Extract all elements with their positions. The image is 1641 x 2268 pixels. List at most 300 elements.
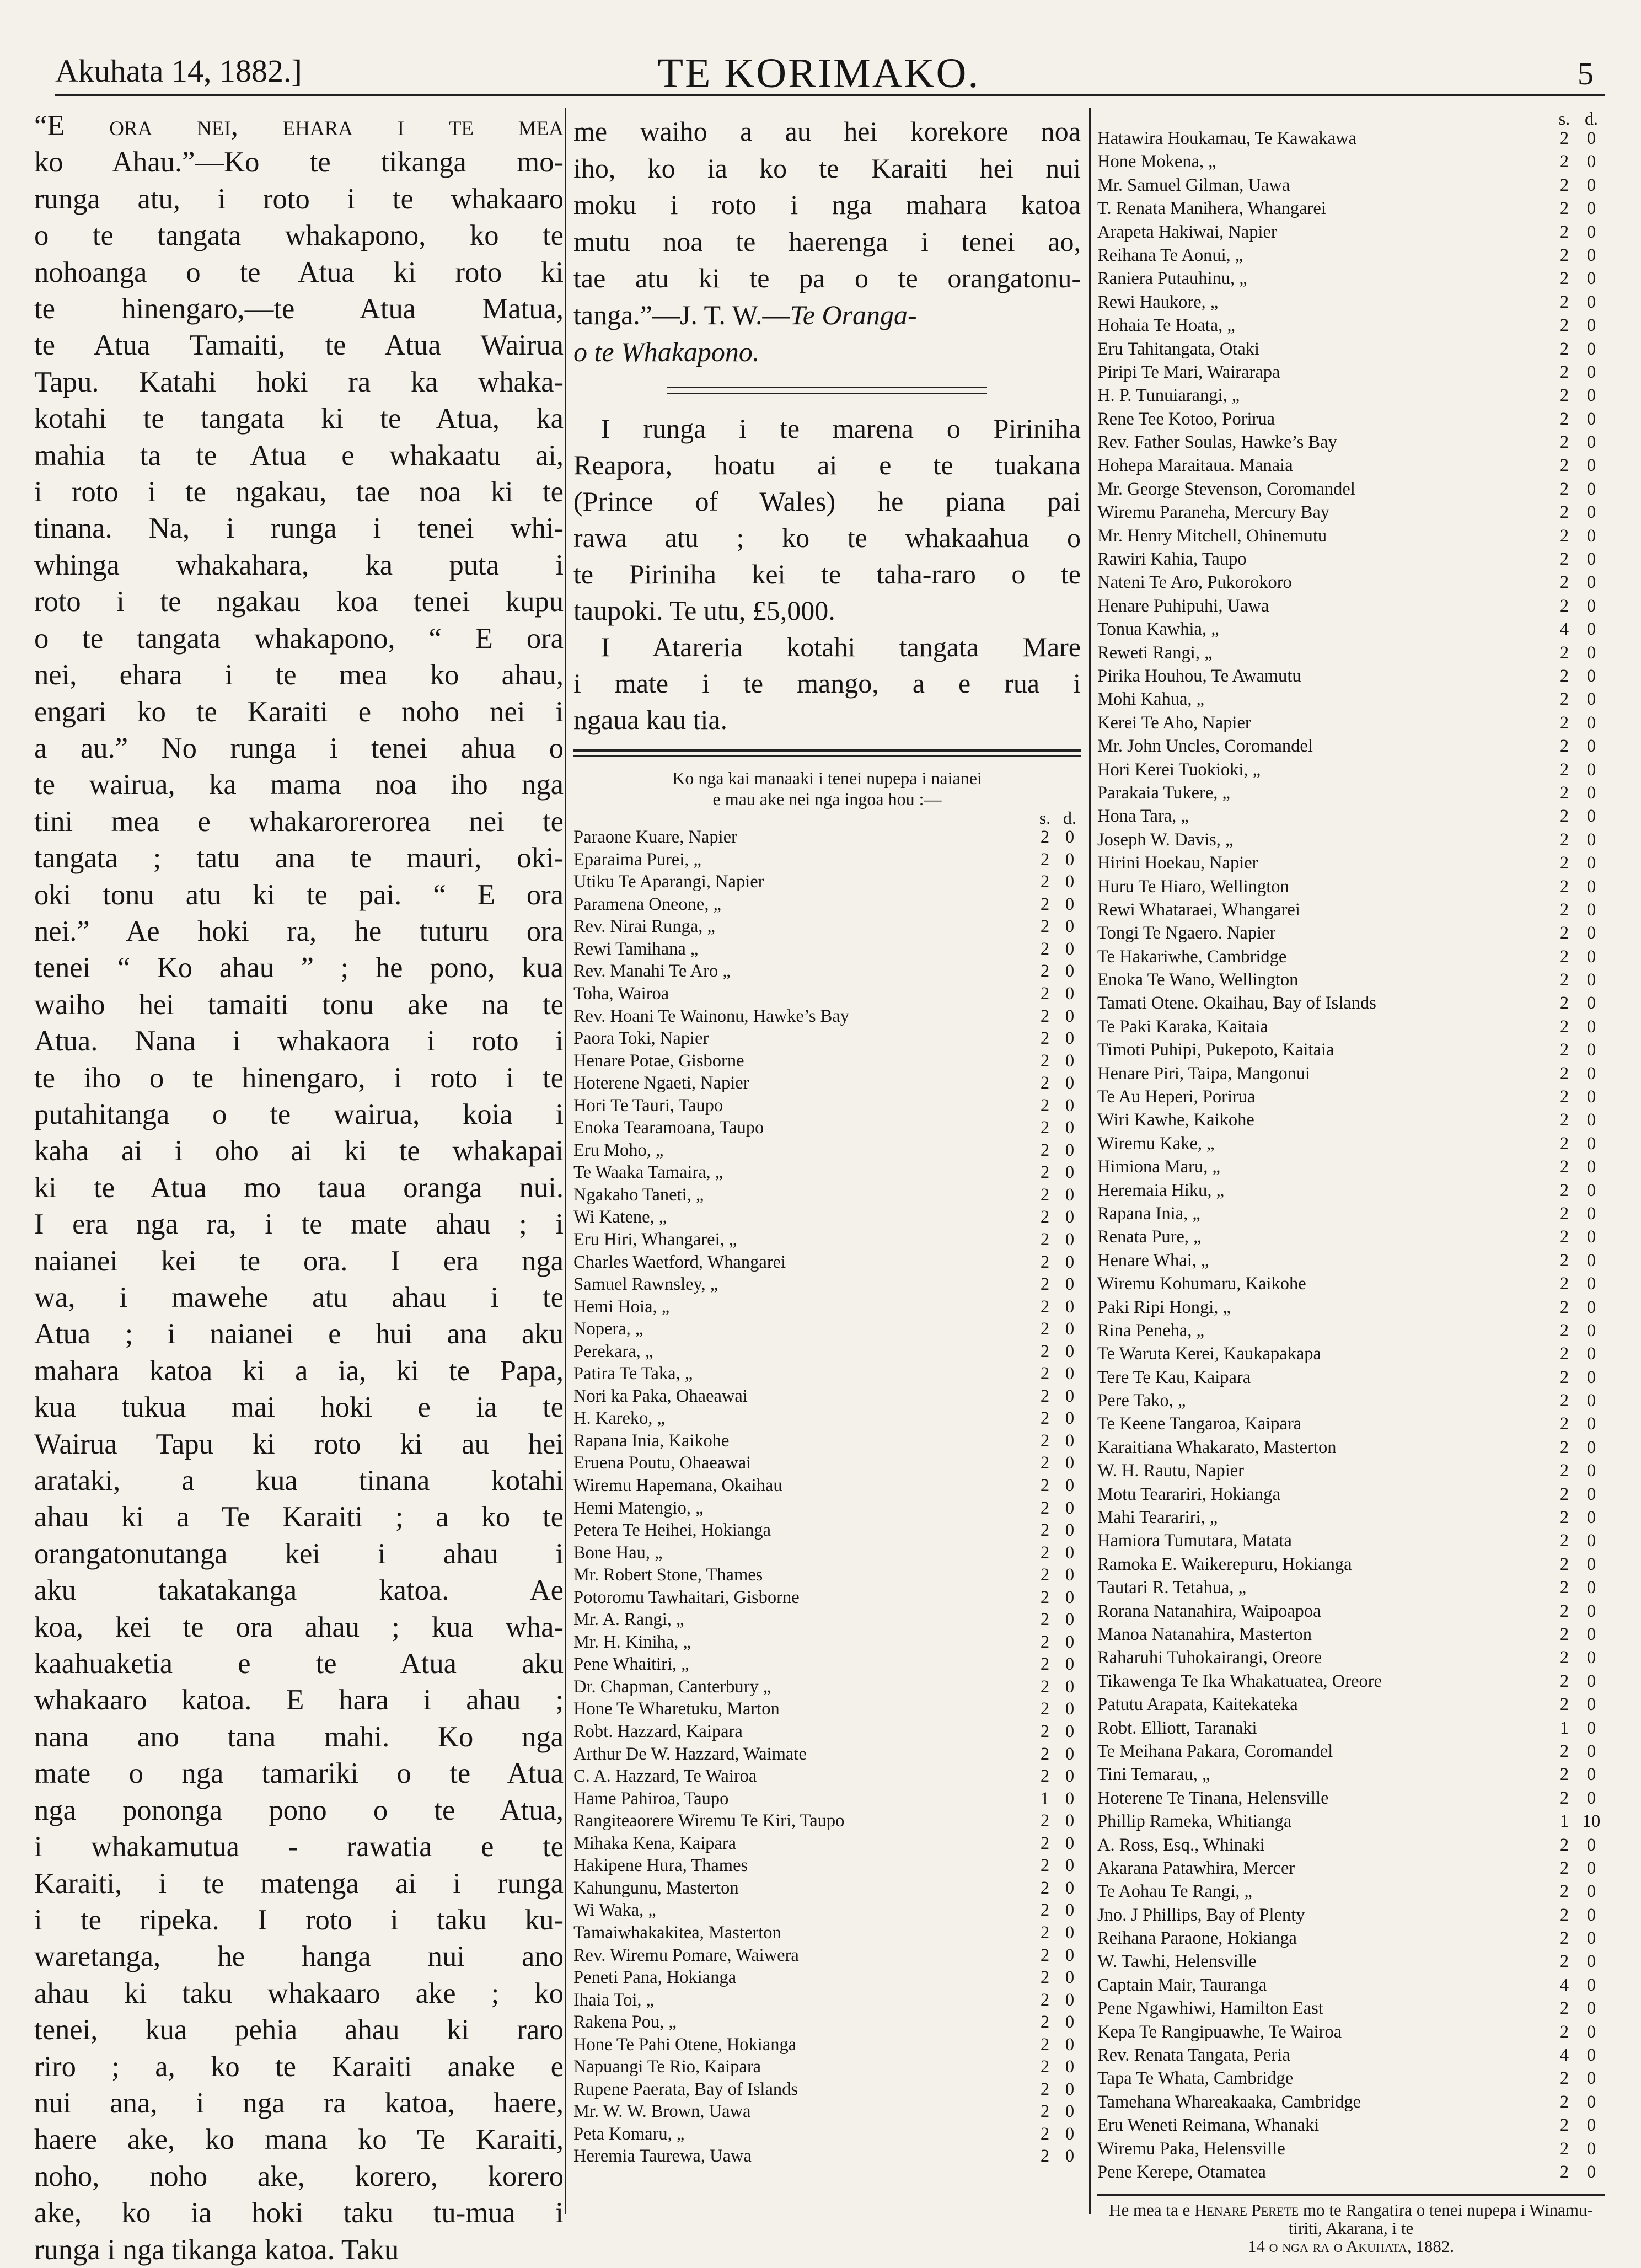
pence-value: 0 [1065,1498,1075,1518]
pence-value: 0 [1065,1386,1075,1406]
subscriber-row [1097,1623,1605,1646]
subscriber-row [1097,571,1605,594]
pence-value: 0 [1586,1788,1596,1808]
section-rule-heavy [573,749,1081,757]
issue-date: Akuhata 14, 1882.] [55,53,302,89]
subscriber-name: Patira Te Taka, „ [573,1364,693,1384]
text-line: tenei, kua pehia ahau ki raro [34,2014,564,2046]
subscriber-row [1097,1529,1605,1552]
subscriber-row [1097,1202,1605,1225]
subscriber-row [1097,781,1605,805]
shillings-value: 2 [1040,983,1050,1004]
shillings-value: 2 [1559,1788,1569,1808]
subscriber-name: Raniera Putauhinu, „ [1097,269,1247,289]
subscriber-row [573,915,1081,938]
text-line: oki tonu atu ki te pai. “ E ora [34,878,564,911]
text-line: koa, kei te ora ahau ; kua wha- [34,1611,564,1643]
pence-value: 0 [1065,1364,1075,1384]
pence-value: 0 [1586,619,1596,640]
subscriber-row [1097,991,1605,1015]
shillings-value: 2 [1040,1744,1050,1764]
shillings-value: 2 [1559,1601,1569,1621]
text-line: I runga i te marena o Piriniha [601,413,1081,444]
subscriber-row [573,849,1081,871]
shillings-value: 2 [1559,1508,1569,1528]
shillings-value: 2 [1559,1671,1569,1691]
pence-value: 0 [1586,1601,1596,1621]
pence-value: 0 [1586,1344,1596,1364]
subscriber-row [573,1966,1081,1989]
shillings-value: 2 [1559,712,1569,733]
pence-value: 0 [1586,1437,1596,1457]
shillings-value: 1 [1559,1811,1569,1832]
subscriber-name: Wiremu Hapemana, Okaihau [573,1476,782,1496]
pence-value: 0 [1065,1542,1075,1563]
pence-value: 0 [1586,128,1596,148]
shillings-value: 2 [1040,1610,1050,1630]
shillings-value: 2 [1040,1118,1050,1138]
subscriber-name: Hori Te Tauri, Taupo [573,1095,723,1116]
shillings-value: 4 [1559,2045,1569,2066]
subscriber-name: Arapeta Hakiwai, Napier [1097,222,1277,242]
shillings-value: 2 [1559,1414,1569,1434]
shillings-value: 2 [1559,1484,1569,1504]
pence-value: 0 [1586,1578,1596,1598]
subscriber-row [573,1005,1081,1028]
subscriber-row [573,1877,1081,1900]
pence-value: 0 [1586,1741,1596,1761]
subscriber-row [1097,1062,1605,1085]
text-line: Atua ; i naianei e hui ana aku [34,1318,564,1350]
text-line: engari ko te Karaiti e noho nei i [34,695,564,728]
pence-value: 0 [1586,339,1596,359]
pence-value: 0 [1586,1905,1596,1925]
shillings-value: 2 [1559,876,1569,897]
subscriber-row [1097,1272,1605,1295]
section-rule [667,387,987,394]
subscriber-name: Te Au Heperi, Porirua [1097,1087,1256,1107]
shillings-value: 2 [1559,2138,1569,2159]
subscriber-row [573,1608,1081,1631]
text-line: i whakamutua - rawatia e te [34,1831,564,1863]
subscriber-row [573,1117,1081,1139]
text-line: nana ano tana mahi. Ko nga [34,1720,564,1753]
subscriber-name: Charles Waetford, Whangarei [573,1252,786,1272]
subscriber-row [1097,1389,1605,1412]
shillings-value: 2 [1559,1274,1569,1294]
subscriber-name: Tini Temarau, „ [1097,1765,1210,1785]
pence-value: 0 [1065,1140,1075,1160]
subscriber-name: Eru Weneti Reimana, Whanaki [1097,2115,1320,2136]
pence-value: 0 [1586,806,1596,827]
subscriber-row [573,1676,1081,1698]
subscriber-row [1097,1038,1605,1061]
shillings-value: 2 [1559,853,1569,873]
pence-value: 0 [1065,1184,1075,1205]
subscriber-row [1097,1015,1605,1038]
shillings-value: 2 [1559,1951,1569,1972]
subscriber-row [573,1810,1081,1832]
subscriber-name: Paramena Oneone, „ [573,894,721,914]
pence-value: 0 [1586,1016,1596,1037]
pence-value: 0 [1586,2045,1596,2066]
subscriber-name: Mr. Samuel Gilman, Uawa [1097,175,1290,195]
pence-value: 0 [1586,1320,1596,1341]
shillings-value: 2 [1559,1344,1569,1364]
subscriber-row [573,1944,1081,1967]
shillings-value: 2 [1559,455,1569,476]
subscriber-row [573,1050,1081,1073]
subscriber-name: Hame Pahiroa, Taupo [573,1788,729,1809]
shillings-value: 2 [1559,1578,1569,1598]
subscriber-row [1097,291,1605,314]
text-line: waretanga, he hanga nui ano [34,1940,564,1973]
subscriber-name: Hori Kerei Tuokioki, „ [1097,759,1261,780]
pence-value: 0 [1586,642,1596,663]
pence-value: 0 [1586,876,1596,897]
subscriber-name: Hoterene Te Tinana, Helensville [1097,1788,1329,1808]
text-line: nui ana, i nga ra katoa, haere, [34,2087,564,2119]
pence-value: 0 [1586,175,1596,195]
shillings-value: 2 [1559,1087,1569,1107]
text-line: me waiho a au hei korekore noa [573,116,1081,147]
subscriber-row [573,871,1081,893]
shillings-value: 2 [1040,1476,1050,1496]
pence-value: 0 [1065,1632,1075,1652]
pence-value: 0 [1586,666,1596,686]
shillings-value: 2 [1559,2092,1569,2112]
subscriber-row [573,1922,1081,1944]
subscriber-row [573,2011,1081,2034]
pence-value: 0 [1586,526,1596,546]
article-source-line [573,297,1081,334]
pence-value: 0 [1586,1858,1596,1878]
shillings-value: 2 [1559,1741,1569,1761]
shillings-value: 2 [1559,970,1569,990]
subscriber-name: Hemi Matengio, „ [573,1498,704,1518]
shillings-value: 2 [1040,1207,1050,1227]
subscriber-name: Mr. Robert Stone, Thames [573,1565,763,1585]
subscriber-row [573,1519,1081,1542]
text-line: taupoki. Te utu, £5,000. [573,595,835,626]
subscriber-row [1097,711,1605,734]
subscriber-name: Heremaia Hiku, „ [1097,1180,1225,1200]
subscriber-name: Tamaiwhakakitea, Masterton [573,1922,781,1943]
subscriber-name: Rapana Inia, Kaikohe [573,1430,730,1451]
pence-value: 0 [1586,689,1596,710]
pence-value: 0 [1065,1520,1075,1541]
shillings-value: 2 [1040,916,1050,937]
shillings-value: 2 [1040,1341,1050,1361]
pence-value: 0 [1065,2079,1075,2099]
subscriber-name: Mr. H. Kiniha, „ [573,1632,691,1652]
subscriber-name: Rapana Inia, „ [1097,1203,1200,1224]
pence-value: 0 [1586,782,1596,803]
shillings-value: 2 [1559,1297,1569,1317]
subscriber-name: A. Ross, Esq., Whinaki [1097,1835,1265,1855]
subscriber-row [1097,805,1605,828]
subscriber-name: Rakena Pou, „ [573,2012,677,2033]
text-line: te Atua Tamaiti, te Atua Wairua [34,329,564,362]
shillings-value: 2 [1559,362,1569,382]
pence-value: 0 [1065,1990,1075,2010]
subscriber-name: Karaitiana Whakarato, Masterton [1097,1437,1337,1457]
subscriber-list-subheading: e mau ake nei nga ingoa hou :— [712,789,942,809]
subscriber-name: Timoti Puhipi, Pukepoto, Kaitaia [1097,1040,1334,1060]
shillings-value: 2 [1559,1180,1569,1200]
subscriber-name: Rewi Whataraei, Whangarei [1097,899,1300,920]
subscriber-name: W. Tawhi, Helensville [1097,1951,1257,1972]
subscriber-row [573,1631,1081,1654]
subscriber-name: Tamati Otene. Okaihau, Bay of Islands [1097,993,1376,1014]
subscriber-list-1 [573,826,1081,2168]
shillings-value: 2 [1040,939,1050,959]
shillings-value: 2 [1559,385,1569,406]
subscriber-name: Te Hakariwhe, Cambridge [1097,946,1287,967]
subscriber-name: Ihaia Toi, „ [573,1990,655,2010]
subscriber-name: C. A. Hazzard, Te Wairoa [573,1766,757,1787]
subscriber-name: Hemi Hoia, „ [573,1296,670,1317]
subscriber-name: Mr. W. W. Brown, Uawa [573,2101,751,2122]
pence-value: 0 [1586,2022,1596,2042]
shillings-value: 2 [1559,642,1569,663]
pence-value: 0 [1065,1811,1075,1831]
shillings-value: 2 [1040,1811,1050,1831]
shillings-value: 2 [1040,2146,1050,2167]
pence-value: 0 [1586,152,1596,172]
shillings-value: 2 [1040,1140,1050,1160]
pence-value: 0 [1065,2124,1075,2144]
text-line: moku i roto i nga mahara katoa [573,189,1081,221]
shillings-value: 2 [1559,1461,1569,1481]
subscriber-row [1097,2137,1605,2160]
pence-value: 0 [1065,2012,1075,2033]
subscriber-row [1097,1833,1605,1857]
shillings-value: 2 [1559,1998,1569,2019]
subscriber-row [573,2034,1081,2056]
subscriber-name: Te Meihana Pakara, Coromandel [1097,1741,1333,1761]
text-line: naianei kei te ora. I era nga [34,1245,564,1277]
shillings-value: 2 [1559,1040,1569,1060]
subscriber-name: Tamehana Whareakaaka, Cambridge [1097,2092,1361,2112]
subscriber-row [1097,1412,1605,1435]
subscriber-row [1097,2090,1605,2114]
shillings-value: 2 [1559,759,1569,780]
shillings-value: 2 [1559,1320,1569,1341]
subscriber-row [1097,828,1605,851]
subscriber-row [573,1765,1081,1788]
subscriber-row [1097,1646,1605,1669]
subscriber-row [1097,1342,1605,1365]
pence-value: 0 [1586,479,1596,499]
pence-value: 0 [1586,1063,1596,1084]
subscriber-row [1097,1576,1605,1599]
subscriber-name: Bone Hau, „ [573,1542,663,1563]
subscriber-name: Tonua Kawhia, „ [1097,619,1219,640]
subscriber-name: Te Paki Karaka, Kaitaia [1097,1016,1268,1037]
subscriber-name: Pirika Houhou, Te Awamutu [1097,666,1301,686]
pence-value: 0 [1065,1722,1075,1742]
subscriber-name: Rina Peneha, „ [1097,1320,1205,1341]
subscriber-name: Potoromu Tawhaitari, Gisborne [573,1587,800,1607]
subscriber-row [573,1452,1081,1475]
subscriber-name: Wiremu Kake, „ [1097,1133,1215,1154]
pence-value: 0 [1586,829,1596,850]
subscriber-row [573,1899,1081,1922]
text-line: whakaaro katoa. E hara i ahau ; [34,1684,564,1717]
shillings-value: 2 [1040,1230,1050,1250]
text-line: nga pononga pono o te Atua, [34,1794,564,1826]
subscriber-name: Napuangi Te Rio, Kaipara [573,2057,761,2077]
subscriber-name: T. Renata Manihera, Whangarei [1097,199,1326,219]
subscriber-row [1097,478,1605,501]
text-line: nei.” Ae hoki ra, he tuturu ora [34,915,564,947]
pence-value: 0 [1586,1975,1596,1995]
subscriber-name: Ngakaho Taneti, „ [573,1184,704,1205]
subscriber-name: Jno. J Phillips, Bay of Plenty [1097,1905,1305,1925]
subscriber-name: Te Keene Tangaroa, Kaipara [1097,1414,1302,1434]
pence-value: 0 [1586,2068,1596,2089]
subscriber-name: Hirini Hoekau, Napier [1097,853,1258,873]
subscriber-name: Mohi Kahua, „ [1097,689,1205,710]
subscriber-row [1097,1950,1605,1973]
shillings-value: 2 [1559,1648,1569,1668]
shillings-value: 2 [1559,1835,1569,1855]
subscriber-name: Eru Tahitangata, Otaki [1097,339,1260,359]
printer-imprint [1097,2194,1605,2255]
pence-value: 0 [1065,1900,1075,1921]
shillings-value: 2 [1559,1905,1569,1925]
subscriber-name: Renata Pure, „ [1097,1227,1202,1247]
subscriber-name: Hone Te Pahi Otene, Hokianga [573,2034,797,2055]
pence-value: 0 [1586,1180,1596,1200]
subscriber-name: Eru Hiri, Whangarei, „ [573,1230,737,1250]
subscriber-name: Arthur De W. Hazzard, Waimate [573,1744,807,1764]
pence-value: 0 [1586,1227,1596,1247]
shillings-value: 2 [1559,1695,1569,1715]
subscriber-row [1097,314,1605,337]
subscriber-row [1097,2114,1605,2137]
subscriber-name: Rev. Renata Tangata, Peria [1097,2045,1290,2066]
pence-value: 0 [1586,199,1596,219]
pence-value: 0 [1586,222,1596,242]
subscriber-row [1097,641,1605,664]
subscriber-list-heading: Ko nga kai manaaki i tenei nupepa i naianei [672,768,982,789]
shillings-value: 2 [1040,1252,1050,1272]
subscriber-row [573,938,1081,961]
article-continuation [573,113,1081,370]
shillings-value: 2 [1559,245,1569,265]
subscriber-row [573,1229,1081,1251]
subscriber-row [573,2056,1081,2078]
shillings-value: 2 [1040,1632,1050,1652]
subscriber-name: Tapa Te Whata, Cambridge [1097,2068,1294,2089]
shillings-value: 2 [1559,1554,1569,1574]
text-line: i roto i te ngakau, tae noa ki te [34,476,564,508]
subscriber-name: Rev. Manahi Te Aro „ [573,961,731,982]
shillings-value: 1 [1040,1788,1050,1809]
pence-value: 0 [1586,1040,1596,1060]
subscriber-row [1097,1108,1605,1132]
subscriber-name: Pene Ngawhiwi, Hamilton East [1097,1998,1323,2019]
shillings-value: 2 [1040,1766,1050,1787]
subscriber-row [573,1273,1081,1296]
shillings-value: 2 [1040,1073,1050,1093]
pence-value: 0 [1586,1695,1596,1715]
shillings-value: 2 [1559,782,1569,803]
pence-value: 0 [1065,1230,1075,1250]
subscriber-row [1097,1857,1605,1880]
text-line: nohoanga o te Atua ki roto ki [34,256,564,288]
text-line: riro ; a, ko te Karaiti anake e [34,2050,564,2083]
pence-value: 0 [1065,2034,1075,2055]
subscriber-row [573,1698,1081,1720]
subscriber-row [1097,1810,1605,1833]
shillings-value: 2 [1040,2124,1050,2144]
pence-value: 0 [1586,1414,1596,1434]
subscriber-name: H. Kareko, „ [573,1408,666,1429]
subscriber-row [1097,431,1605,454]
subscriber-name: Paki Ripi Hongi, „ [1097,1297,1231,1317]
shillings-value: 2 [1040,2034,1050,2055]
subscriber-name: Hoterene Ngaeti, Napier [573,1073,749,1093]
subscriber-row [573,1854,1081,1877]
subscriber-name: W. H. Rautu, Napier [1097,1461,1244,1481]
subscriber-name: Te Aohau Te Rangi, „ [1097,1881,1252,1902]
newspaper-title: TE KORIMAKO. [657,50,980,96]
subscriber-row [573,2123,1081,2146]
subscriber-row [573,1720,1081,1743]
text-line: o te tangata whakapono, ko te [34,219,564,252]
subscriber-row [1097,1506,1605,1529]
source-title-a: Te Oranga- [790,299,917,330]
subscriber-name: Hone Te Wharetuku, Marton [573,1699,780,1719]
subscriber-name: Hatawira Houkamau, Te Kawakawa [1097,128,1356,148]
pence-value: 0 [1586,923,1596,943]
subscriber-row [573,1542,1081,1564]
text-line: Reapora, hoatu ai e te tuakana [573,449,1081,481]
subscriber-name: Rev. Father Soulas, Hawke’s Bay [1097,432,1337,453]
pence-value: 0 [1586,596,1596,616]
text-line: i te ripeka. I roto i taku ku- [34,1904,564,1936]
text-line: o te tangata whakapono, “ E ora [34,622,564,655]
pence-value: 0 [1065,1028,1075,1049]
pence-value: 0 [1586,2092,1596,2112]
subscriber-name: Tere Te Kau, Kaipara [1097,1367,1251,1387]
pence-value: 0 [1586,1951,1596,1972]
shillings-value: 2 [1559,829,1569,850]
subscriber-name: Manoa Natanahira, Masterton [1097,1624,1312,1644]
pence-value: 0 [1065,916,1075,937]
shillings-value: 2 [1559,152,1569,172]
subscriber-row [1097,197,1605,220]
subscriber-name: Robt. Hazzard, Kaipara [573,1722,743,1742]
subscriber-name: Henare Puhipuhi, Uawa [1097,596,1269,616]
subscriber-row [1097,1880,1605,1903]
pence-value: 10 [1582,1811,1601,1832]
shillings-value: 2 [1559,1063,1569,1084]
subscriber-name: Rawiri Kahia, Taupo [1097,549,1247,570]
pence-value: 0 [1065,1073,1075,1093]
subscriber-name: Mahi Tearariri, „ [1097,1508,1218,1528]
pence-value: 0 [1586,1203,1596,1224]
subscriber-row [1097,688,1605,711]
pence-value: 0 [1586,1531,1596,1551]
text-line: I Atareria kotahi tangata Mare [601,631,1081,663]
subscriber-row [1097,244,1605,267]
pence-value: 0 [1586,2115,1596,2136]
text-line: waiho hei tamaiti tonu ake na te [34,988,564,1021]
